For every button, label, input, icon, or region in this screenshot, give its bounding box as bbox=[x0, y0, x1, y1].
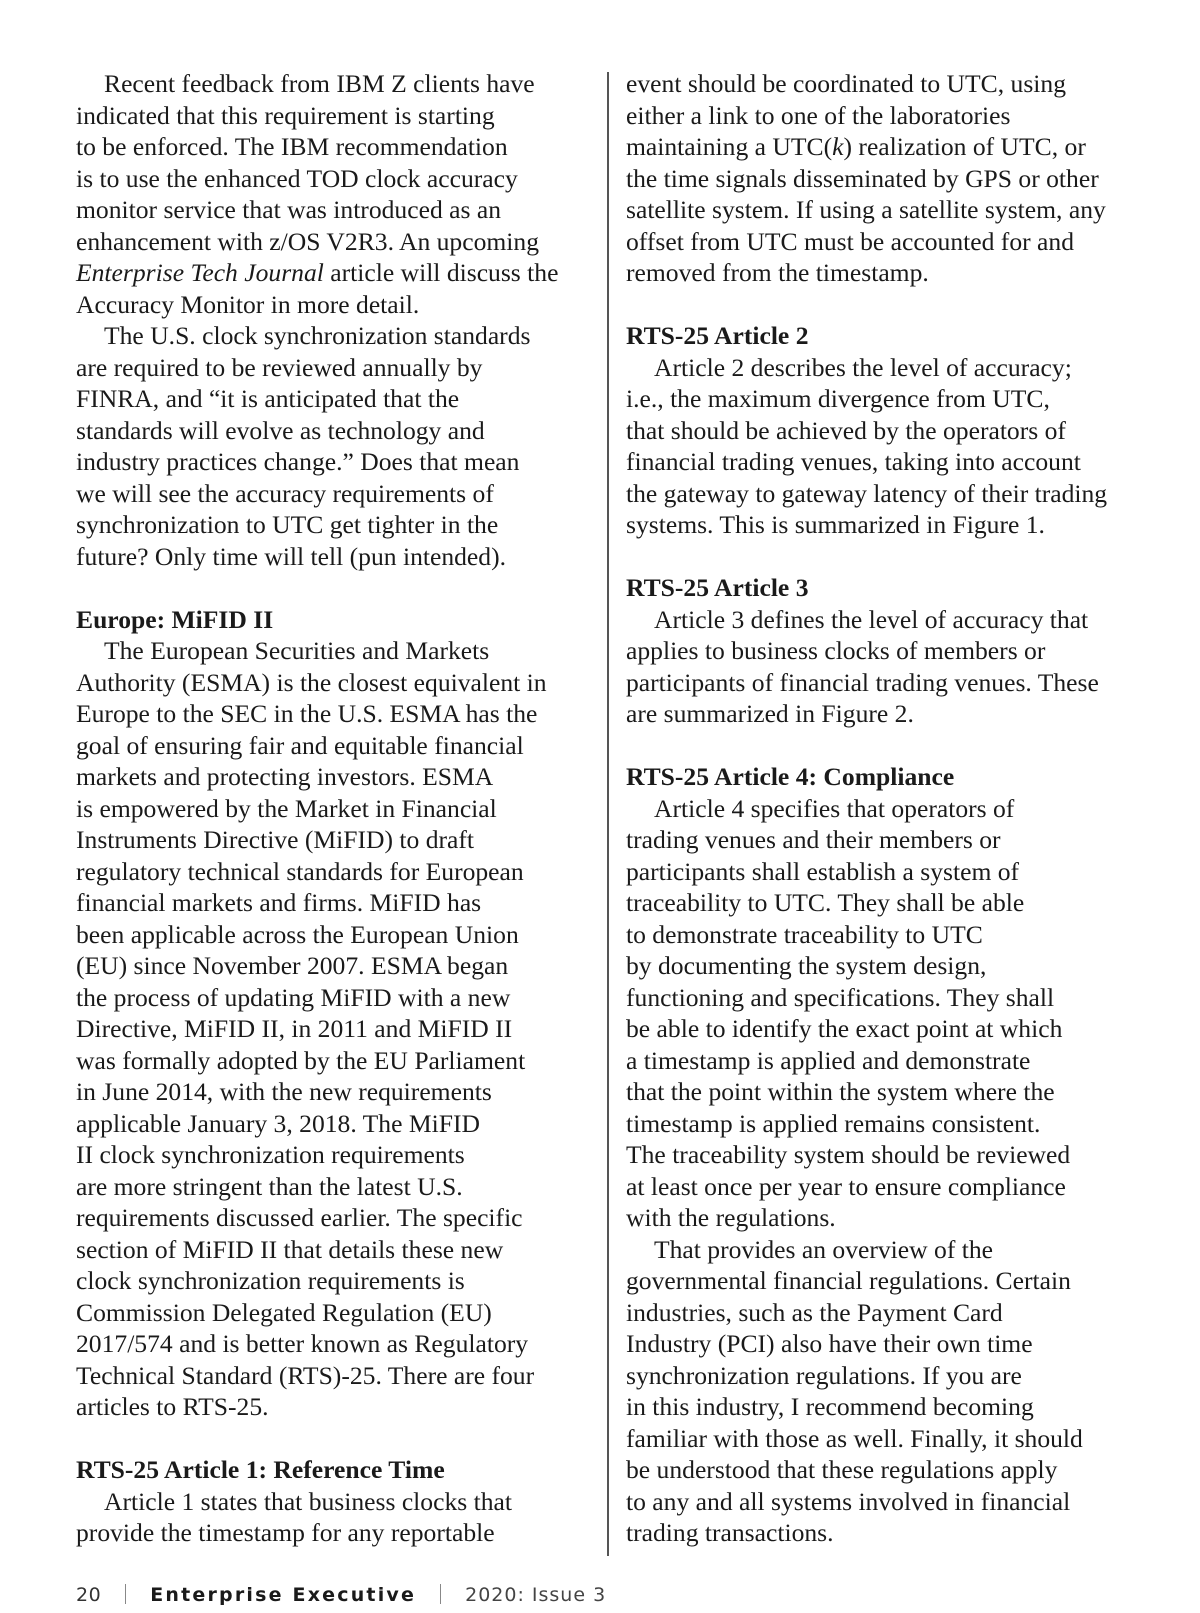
text-line: at least once per year to ensure compliance bbox=[626, 1171, 1066, 1201]
text-line: participants of financial trading venues. These bbox=[626, 667, 1099, 697]
section-heading-europe-mifid: Europe: MiFID II bbox=[76, 604, 274, 634]
paragraph-gap bbox=[626, 541, 1141, 573]
text-fragment: maintaining a UTC( bbox=[626, 132, 833, 161]
text-line: the process of updating MiFID with a new bbox=[76, 982, 511, 1012]
text-line: removed from the timestamp. bbox=[626, 258, 929, 287]
text-line: Industry (PCI) also have their own time bbox=[626, 1329, 1033, 1358]
text-line: Technical Standard (RTS)-25. There are four bbox=[76, 1360, 535, 1390]
text-line: section of MiFID II that details these new bbox=[76, 1234, 504, 1264]
text-line: future? Only time will tell (pun intended). bbox=[76, 541, 507, 571]
text-line: articles to RTS-25. bbox=[76, 1392, 269, 1421]
text-line: traceability to UTC. They shall be able bbox=[626, 888, 1025, 917]
text-line: synchronization regulations. If you are bbox=[626, 1360, 1022, 1390]
text-line: event should be coordinated to UTC, using bbox=[626, 69, 1066, 98]
text-line: is empowered by the Market in Financial bbox=[76, 793, 497, 823]
text-line: applies to business clocks of members or bbox=[626, 636, 1046, 665]
text-line: familiar with those as well. Finally, it should bbox=[626, 1423, 1083, 1453]
text-line: The U.S. clock synchronization standards bbox=[104, 321, 531, 350]
column-divider bbox=[607, 72, 609, 1556]
text-line: i.e., the maximum divergence from UTC, bbox=[626, 384, 1050, 413]
text-line: participants shall establish a system of bbox=[626, 856, 1020, 886]
page-footer bbox=[76, 1584, 606, 1606]
text-line: are required to be reviewed annually by bbox=[76, 352, 483, 382]
text-line: Accuracy Monitor in more detail. bbox=[76, 289, 420, 319]
text-line: Article 3 defines the level of accuracy that bbox=[654, 604, 1089, 634]
paragraph-gap bbox=[76, 1423, 596, 1455]
text-line: that the point within the system where the bbox=[626, 1077, 1055, 1106]
text-line: satellite system. If using a satellite system, any bbox=[626, 195, 1106, 224]
text-line: Authority (ESMA) is the closest equivalent in bbox=[76, 667, 547, 697]
text-line: financial markets and firms. MiFID has bbox=[76, 888, 482, 917]
text-line: we will see the accuracy requirements of bbox=[76, 478, 494, 508]
text-line: systems. This is summarized in Figure 1. bbox=[626, 510, 1045, 539]
text-line: are more stringent than the latest U.S. bbox=[76, 1171, 463, 1201]
text-line: the time signals disseminated by GPS or other bbox=[626, 163, 1099, 193]
text-line: be understood that these regulations apply bbox=[626, 1455, 1058, 1484]
text-line: provide the timestamp for any reportable bbox=[76, 1518, 495, 1547]
text-line: to any and all systems involved in financial bbox=[626, 1486, 1071, 1516]
text-line: Article 1 states that business clocks that bbox=[104, 1486, 512, 1516]
page-number: 20 bbox=[76, 1584, 102, 1606]
text-line: to be enforced. The IBM recommendation bbox=[76, 132, 508, 161]
footer-separator bbox=[440, 1584, 441, 1604]
text-line: are summarized in Figure 2. bbox=[626, 699, 914, 728]
footer-separator bbox=[125, 1584, 126, 1604]
text-line: II clock synchronization requirements bbox=[76, 1140, 465, 1169]
text-line: industry practices change.” Does that mean bbox=[76, 447, 520, 476]
text-line: Europe to the SEC in the U.S. ESMA has the bbox=[76, 699, 538, 728]
text-line: goal of ensuring fair and equitable financial bbox=[76, 730, 524, 760]
text-line: that should be achieved by the operators of bbox=[626, 415, 1066, 445]
text-line: indicated that this requirement is starting bbox=[76, 100, 495, 130]
text-line bbox=[626, 131, 1141, 163]
text-line: Recent feedback from IBM Z clients have bbox=[104, 69, 535, 98]
publication-name: Enterprise Executive bbox=[150, 1584, 417, 1606]
section-heading-article-1: RTS-25 Article 1: Reference Time bbox=[76, 1455, 445, 1484]
text-line bbox=[76, 257, 596, 289]
text-line: be able to identify the exact point at which bbox=[626, 1014, 1063, 1043]
paragraph-gap bbox=[76, 572, 596, 604]
text-fragment: article will discuss the bbox=[323, 258, 559, 287]
text-line: Instruments Directive (MiFID) to draft bbox=[76, 825, 475, 854]
text-line: trading transactions. bbox=[626, 1518, 834, 1547]
issue-label: 2020: Issue 3 bbox=[465, 1584, 607, 1606]
text-line: timestamp is applied remains consistent. bbox=[626, 1108, 1041, 1138]
text-line: markets and protecting investors. ESMA bbox=[76, 762, 494, 791]
text-line: offset from UTC must be accounted for and bbox=[626, 226, 1075, 256]
text-line: 2017/574 and is better known as Regulatory bbox=[76, 1329, 529, 1358]
text-line: monitor service that was introduced as an bbox=[76, 195, 502, 224]
text-fragment: ) realization of UTC, or bbox=[843, 132, 1086, 161]
text-line: The European Securities and Markets bbox=[104, 636, 490, 665]
text-line: enhancement with z/OS V2R3. An upcoming bbox=[76, 226, 539, 256]
text-line: clock synchronization requirements is bbox=[76, 1266, 465, 1295]
text-line: was formally adopted by the EU Parliament bbox=[76, 1045, 526, 1075]
text-line: applicable January 3, 2018. The MiFID bbox=[76, 1108, 480, 1138]
paragraph-gap bbox=[626, 289, 1141, 321]
text-line: requirements discussed earlier. The specific bbox=[76, 1203, 523, 1232]
text-line: Directive, MiFID II, in 2011 and MiFID II bbox=[76, 1014, 513, 1043]
text-line: standards will evolve as technology and bbox=[76, 415, 485, 445]
text-line: been applicable across the European Union bbox=[76, 919, 519, 949]
section-heading-article-4: RTS-25 Article 4: Compliance bbox=[626, 762, 955, 791]
text-line: industries, such as the Payment Card bbox=[626, 1297, 1003, 1327]
text-line: Article 4 specifies that operators of bbox=[654, 793, 1015, 823]
text-line: by documenting the system design, bbox=[626, 951, 987, 980]
text-line: is to use the enhanced TOD clock accuracy bbox=[76, 163, 518, 193]
utc-k-variable: k bbox=[832, 132, 844, 161]
text-line: a timestamp is applied and demonstrate bbox=[626, 1045, 1031, 1075]
left-column bbox=[76, 68, 596, 1549]
text-line: to demonstrate traceability to UTC bbox=[626, 919, 983, 949]
text-line: functioning and specifications. They shall bbox=[626, 982, 1055, 1012]
text-line: regulatory technical standards for European bbox=[76, 856, 524, 886]
text-line: Article 2 describes the level of accuracy; bbox=[654, 352, 1072, 382]
text-line: either a link to one of the laboratories bbox=[626, 100, 1011, 130]
text-line: the gateway to gateway latency of their trading bbox=[626, 478, 1108, 508]
text-line: in this industry, I recommend becoming bbox=[626, 1392, 1034, 1421]
journal-title: Enterprise Tech Journal bbox=[76, 258, 324, 287]
text-line: trading venues and their members or bbox=[626, 825, 1001, 854]
text-line: The traceability system should be reviewed bbox=[626, 1140, 1071, 1169]
text-line: governmental financial regulations. Certain bbox=[626, 1266, 1071, 1295]
text-line: synchronization to UTC get tighter in the bbox=[76, 510, 499, 539]
section-heading-article-3: RTS-25 Article 3 bbox=[626, 573, 809, 602]
right-column bbox=[626, 68, 1141, 1549]
text-line: That provides an overview of the bbox=[654, 1234, 994, 1264]
text-line: (EU) since November 2007. ESMA began bbox=[76, 951, 509, 980]
text-line: FINRA, and “it is anticipated that the bbox=[76, 384, 460, 413]
text-line: financial trading venues, taking into account bbox=[626, 447, 1081, 476]
text-line: in June 2014, with the new requirements bbox=[76, 1077, 492, 1106]
text-line: Commission Delegated Regulation (EU) bbox=[76, 1297, 492, 1327]
text-line: with the regulations. bbox=[626, 1203, 836, 1232]
paragraph-gap bbox=[626, 730, 1141, 762]
section-heading-article-2: RTS-25 Article 2 bbox=[626, 321, 809, 350]
